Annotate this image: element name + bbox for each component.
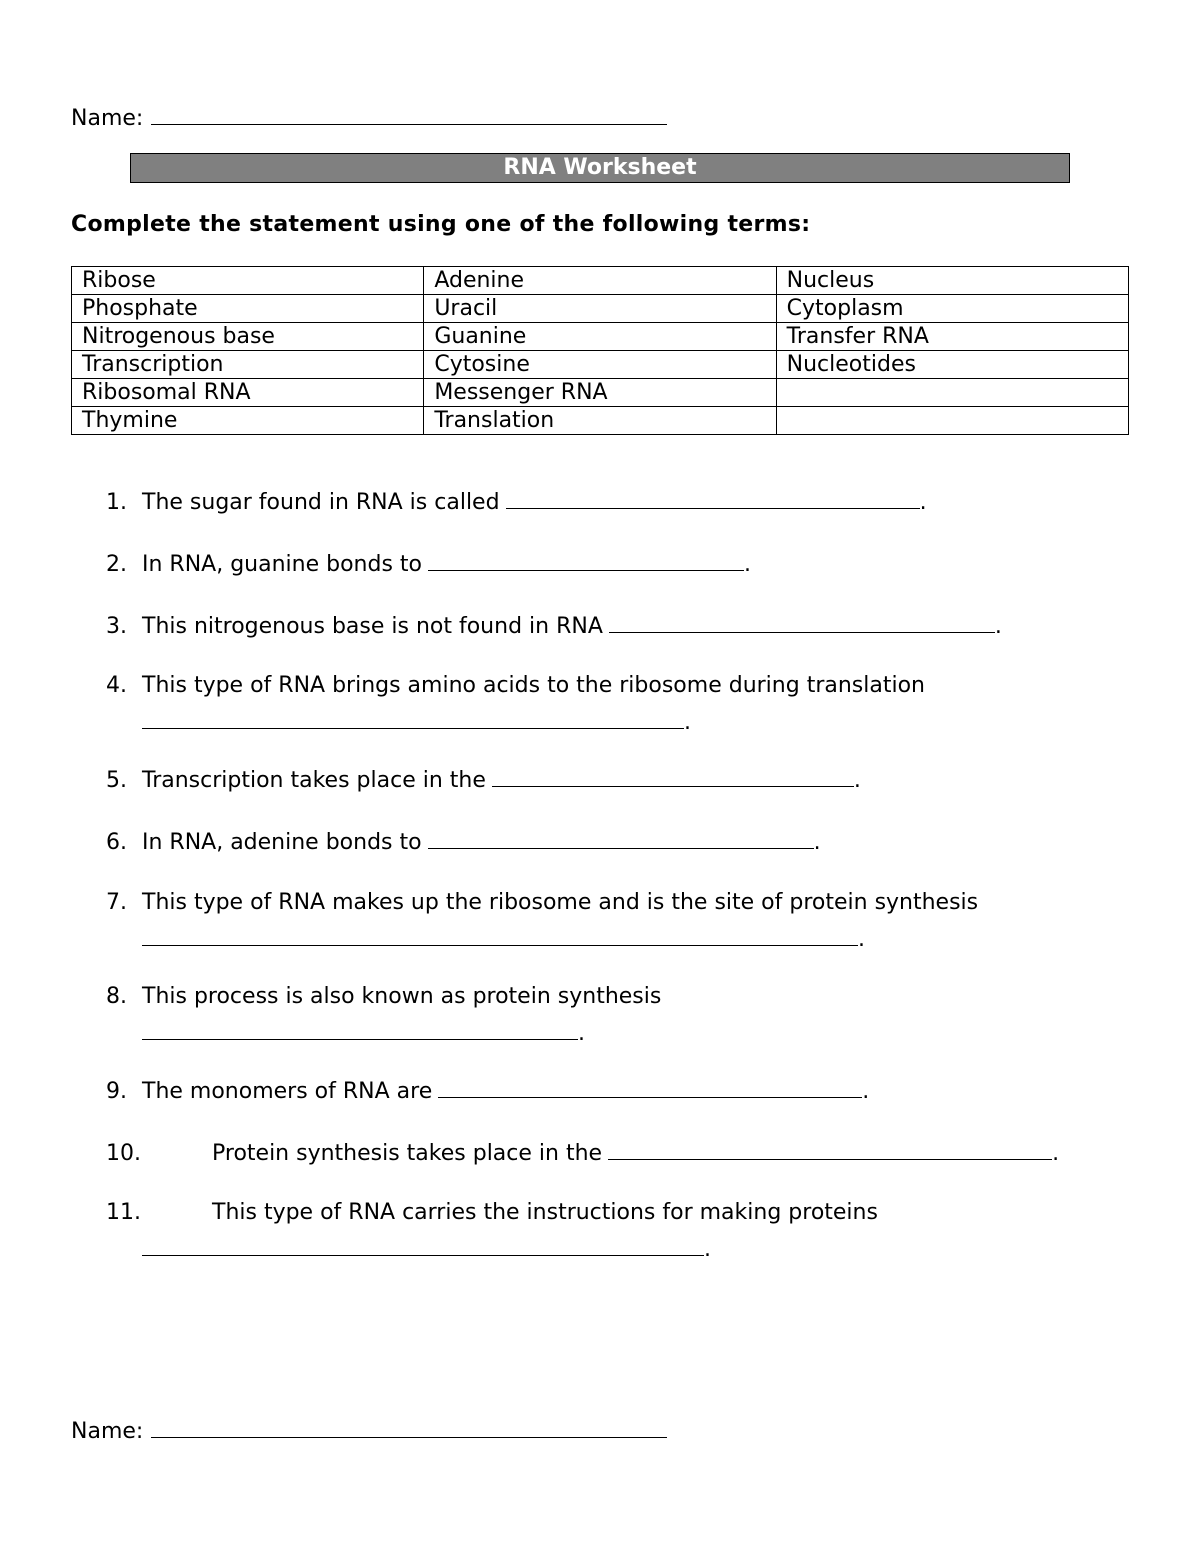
question-9 bbox=[106, 1077, 869, 1105]
question-text: Transcription takes place in the bbox=[142, 768, 486, 793]
answer-blank[interactable] bbox=[506, 488, 920, 509]
question-period: . bbox=[704, 1237, 711, 1262]
question-period: . bbox=[684, 710, 691, 735]
question-period: . bbox=[862, 1079, 870, 1104]
question-number: 5. bbox=[106, 768, 127, 793]
term-cell: Translation bbox=[424, 407, 776, 435]
question-period: . bbox=[578, 1021, 585, 1046]
name-blank[interactable] bbox=[151, 104, 667, 125]
question-number: 7. bbox=[106, 890, 127, 915]
question-period: . bbox=[1052, 1141, 1060, 1166]
term-cell: Nitrogenous base bbox=[72, 323, 424, 351]
answer-blank[interactable] bbox=[492, 766, 854, 787]
question-number: 4. bbox=[106, 673, 127, 698]
answer-blank[interactable] bbox=[428, 828, 814, 849]
question-text: The monomers of RNA are bbox=[142, 1079, 433, 1104]
question-number: 3. bbox=[106, 614, 127, 639]
term-cell: Uracil bbox=[424, 295, 776, 323]
answer-blank[interactable] bbox=[142, 1235, 704, 1256]
question-number: 8. bbox=[106, 984, 127, 1009]
question-1 bbox=[106, 488, 927, 516]
question-text: This type of RNA makes up the ribosome and is the site of protein synthesis bbox=[142, 890, 979, 915]
question-5 bbox=[106, 766, 861, 794]
question-7 bbox=[106, 890, 978, 916]
table-row bbox=[72, 351, 1129, 379]
worksheet-title: RNA Worksheet bbox=[130, 153, 1070, 183]
question-period: . bbox=[919, 490, 927, 515]
term-cell bbox=[776, 407, 1128, 435]
question-number: 1. bbox=[106, 490, 127, 515]
question-text: This type of RNA carries the instructions for making proteins bbox=[212, 1200, 878, 1225]
question-11-answer-line bbox=[142, 1235, 711, 1263]
table-row bbox=[72, 267, 1129, 295]
answer-blank[interactable] bbox=[142, 1019, 578, 1040]
question-number: 9. bbox=[106, 1079, 127, 1104]
term-cell: Thymine bbox=[72, 407, 424, 435]
question-3 bbox=[106, 612, 1002, 640]
question-4 bbox=[106, 673, 925, 699]
question-number: 11. bbox=[106, 1200, 141, 1225]
answer-blank[interactable] bbox=[142, 708, 684, 729]
term-cell: Phosphate bbox=[72, 295, 424, 323]
term-cell: Nucleus bbox=[776, 267, 1128, 295]
question-text: This nitrogenous base is not found in RNA bbox=[142, 614, 603, 639]
question-number: 10. bbox=[106, 1141, 141, 1166]
question-10 bbox=[106, 1139, 1059, 1167]
term-cell: Ribosomal RNA bbox=[72, 379, 424, 407]
term-cell: Transcription bbox=[72, 351, 424, 379]
question-period: . bbox=[994, 614, 1002, 639]
question-8 bbox=[106, 984, 661, 1010]
question-number: 2. bbox=[106, 552, 127, 577]
question-period: . bbox=[858, 927, 865, 952]
table-row bbox=[72, 379, 1129, 407]
question-7-answer-line bbox=[142, 925, 865, 953]
term-cell: Adenine bbox=[424, 267, 776, 295]
question-text: The sugar found in RNA is called bbox=[142, 490, 500, 515]
name-label: Name: bbox=[71, 106, 144, 131]
question-11 bbox=[106, 1200, 878, 1226]
name-field-top[interactable] bbox=[71, 104, 667, 132]
name-field-bottom[interactable] bbox=[71, 1417, 667, 1445]
answer-blank[interactable] bbox=[142, 925, 858, 946]
table-row bbox=[72, 323, 1129, 351]
term-cell: Guanine bbox=[424, 323, 776, 351]
term-cell: Cytoplasm bbox=[776, 295, 1128, 323]
question-text: Protein synthesis takes place in the bbox=[212, 1141, 603, 1166]
question-4-answer-line bbox=[142, 708, 691, 736]
question-text: In RNA, adenine bonds to bbox=[142, 830, 422, 855]
answer-blank[interactable] bbox=[608, 1139, 1052, 1160]
table-row bbox=[72, 407, 1129, 435]
term-cell bbox=[776, 379, 1128, 407]
name-blank[interactable] bbox=[151, 1417, 667, 1438]
answer-blank[interactable] bbox=[609, 612, 995, 633]
question-text: This process is also known as protein synthesis bbox=[142, 984, 662, 1009]
term-cell: Ribose bbox=[72, 267, 424, 295]
term-cell: Nucleotides bbox=[776, 351, 1128, 379]
terms-table bbox=[71, 266, 1129, 435]
term-cell: Cytosine bbox=[424, 351, 776, 379]
question-text: This type of RNA brings amino acids to the ribosome during translation bbox=[142, 673, 925, 698]
question-text: In RNA, guanine bonds to bbox=[142, 552, 422, 577]
question-period: . bbox=[853, 768, 861, 793]
question-number: 6. bbox=[106, 830, 127, 855]
term-cell: Messenger RNA bbox=[424, 379, 776, 407]
answer-blank[interactable] bbox=[428, 550, 744, 571]
question-6 bbox=[106, 828, 821, 856]
name-label: Name: bbox=[71, 1419, 144, 1444]
instructions: Complete the statement using one of the following terms: bbox=[71, 212, 811, 237]
question-8-answer-line bbox=[142, 1019, 585, 1047]
question-2 bbox=[106, 550, 751, 578]
answer-blank[interactable] bbox=[438, 1077, 862, 1098]
question-period: . bbox=[744, 552, 751, 577]
term-cell: Transfer RNA bbox=[776, 323, 1128, 351]
table-row bbox=[72, 295, 1129, 323]
question-period: . bbox=[813, 830, 821, 855]
